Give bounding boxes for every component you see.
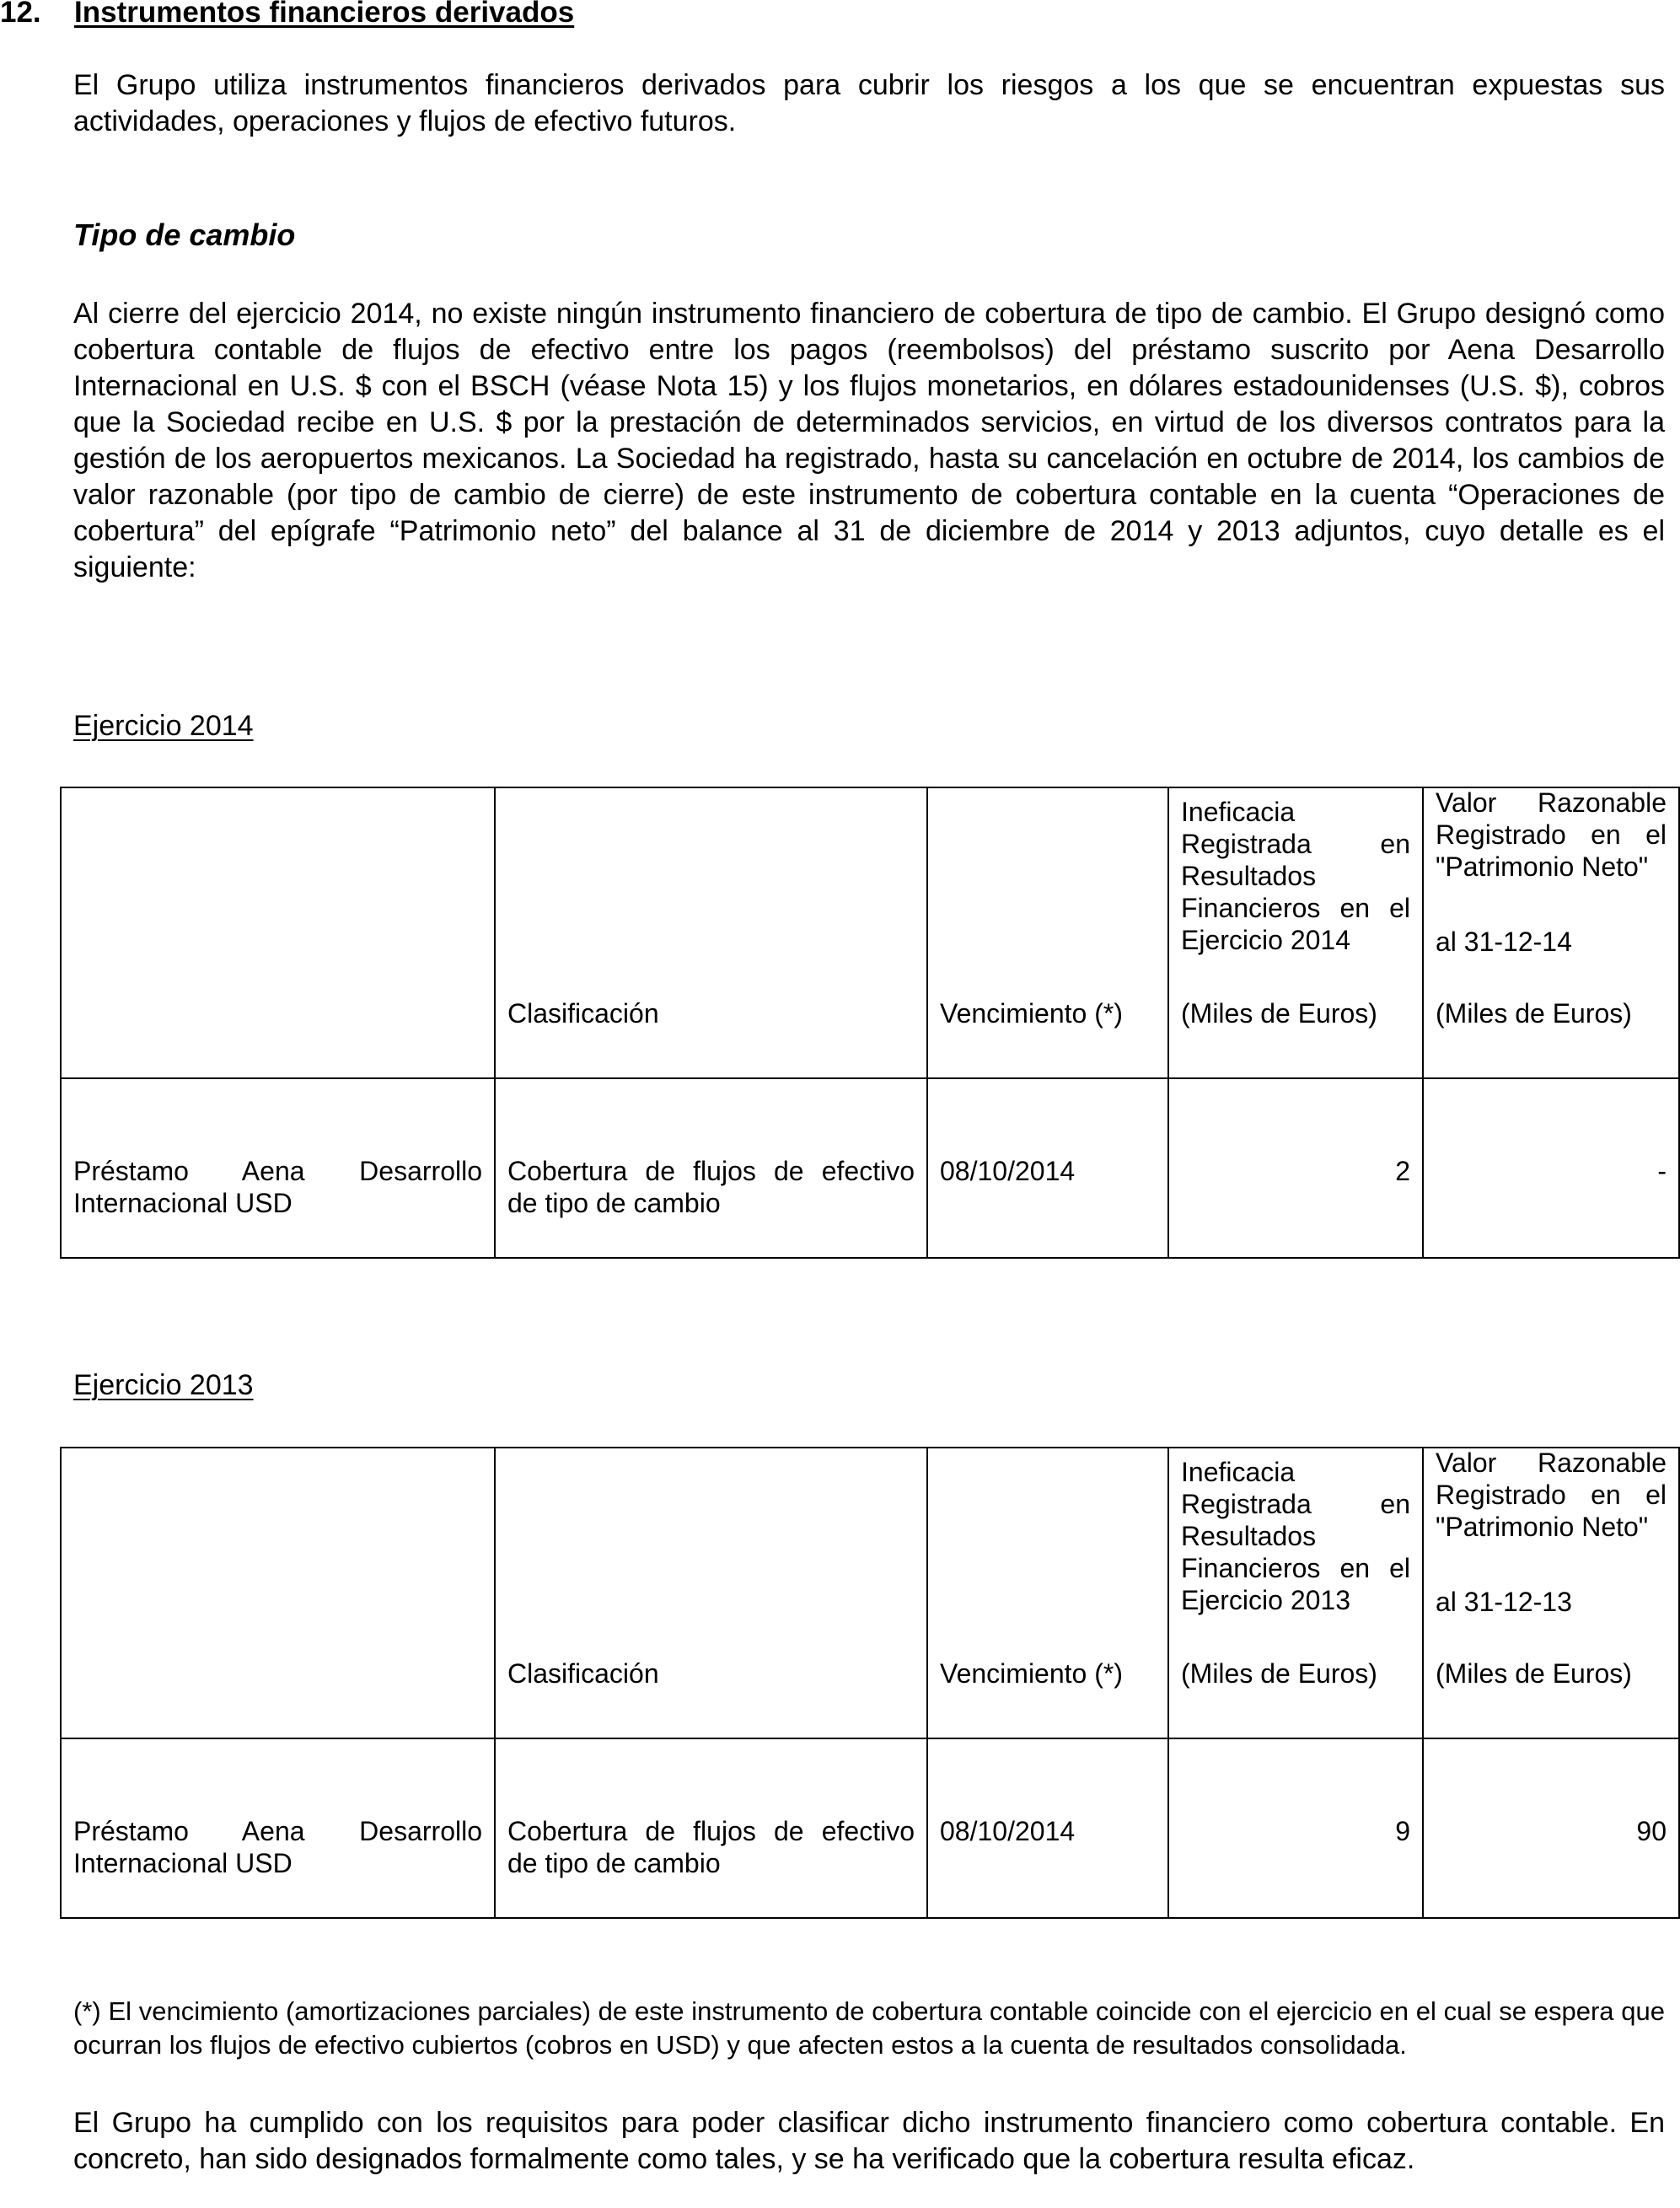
table-row (61, 1738, 1679, 1918)
header-vencimiento: Vencimiento (*) (940, 1658, 1123, 1689)
header-cell-clasificacion (495, 787, 927, 1078)
header-ineficacia-line: Resultados Financieros en el (1181, 1521, 1410, 1583)
header-clasificacion: Clasificación (507, 1658, 659, 1689)
header-ineficacia-line: Resultados Financieros en el (1181, 861, 1410, 923)
table-row (61, 1078, 1679, 1258)
clasificacion-line: Cobertura de flujos de efectivo (507, 1816, 915, 1846)
header-valor-line: "Patrimonio Neto" (1436, 852, 1649, 882)
header-cell-instrumento (61, 1448, 495, 1738)
instrumento-line: Préstamo Aena Desarrollo (73, 1156, 482, 1186)
header-ineficacia-line: Ineficacia Registrada en (1181, 1457, 1410, 1519)
cell-ineficacia (1168, 1078, 1423, 1258)
header-ineficacia (1181, 796, 1410, 956)
derivatives-table-2013 (60, 1447, 1680, 1919)
closing-paragraph: El Grupo ha cumplido con los requisitos para poder clasificar dicho instrumento financiero como cobertura contable. En concreto, han sido designados formalmente como tales, y se ha verificado que la cobertura resulta eficaz. (73, 2107, 1665, 2175)
header-cell-ineficacia (1168, 787, 1423, 1078)
header-cell-vencimiento (927, 1448, 1168, 1738)
section-heading (0, 0, 574, 29)
instrumento-line: Internacional USD (73, 1188, 293, 1218)
clasificacion-line: de tipo de cambio (507, 1188, 721, 1218)
instrumento-text (73, 1155, 482, 1219)
header-vencimiento: Vencimiento (*) (940, 998, 1123, 1029)
ineficacia-value: 9 (1395, 1816, 1410, 1846)
header-valor-date: al 31-12-13 (1436, 1587, 1572, 1617)
clasificacion-line: Cobertura de flujos de efectivo (507, 1156, 915, 1186)
vencimiento-value: 08/10/2014 (940, 1816, 1076, 1846)
footnote: (*) El vencimiento (amortizaciones parciales) de este instrumento de cobertura contable coincide con el ejercicio en el cual se espera que ocurran los flujos de efectivo cubiertos (cobros en USD) y que afecten estos a la cuenta de resultados consolidada. (73, 1996, 1665, 2060)
section-title: Instrumentos financieros derivados (74, 0, 575, 29)
header-ineficacia (1181, 1456, 1410, 1616)
header-valor-unit: (Miles de Euros) (1436, 1658, 1632, 1689)
header-valor (1436, 1447, 1667, 1543)
header-ineficacia-line: Ejercicio 2013 (1181, 1585, 1350, 1615)
header-cell-vencimiento (927, 787, 1168, 1078)
header-cell-valor (1423, 1448, 1679, 1738)
section-number: 12. (0, 0, 41, 29)
table-label-2013: Ejercicio 2013 (73, 1369, 254, 1401)
subsection-body: Al cierre del ejercicio 2014, no existe ningún instrumento financiero de cobertura de tipo de cambio. El Grupo designó como cobertura contable de flujos de efectivo entre los pagos (reembolsos) del préstamo suscrito por Aena Desarrollo Internacional en U.S. $ con el BSCH (véase Nota 15) y los flujos monetarios, en dólares estadounidenses (U.S. $), cobros que la Sociedad recibe en U.S. $ por la prestación de determinados servicios, en virtud de los diversos contratos para la gestión de los aeropuertos mexicanos. La Sociedad ha registrado, hasta su cancelación en octubre de 2014, los cambios de valor razonable (por tipo de cambio de cierre) de este instrumento de cobertura contable en la cuenta “Operaciones de cobertura” del epígrafe “Patrimonio neto” del balance al 31 de diciembre de 2014 y 2013 adjuntos, cuyo detalle es el siguiente: (73, 298, 1665, 583)
cell-instrumento (61, 1738, 495, 1918)
header-valor-date: al 31-12-14 (1436, 927, 1572, 957)
header-valor-unit: (Miles de Euros) (1436, 998, 1632, 1029)
cell-valor (1423, 1738, 1679, 1918)
table-header-row (61, 1448, 1679, 1738)
valor-value: 90 (1636, 1816, 1667, 1846)
valor-value: - (1657, 1156, 1667, 1186)
header-cell-clasificacion (495, 1448, 927, 1738)
header-valor-line: Valor Razonable Registrado en el (1436, 1448, 1667, 1510)
instrumento-text (73, 1815, 482, 1879)
header-ineficacia-line: Ineficacia Registrada en (1181, 797, 1410, 859)
cell-clasificacion (495, 1078, 927, 1258)
cell-clasificacion (495, 1738, 927, 1918)
clasificacion-text (507, 1815, 915, 1879)
derivatives-table-2014 (60, 787, 1680, 1259)
header-cell-valor (1423, 787, 1679, 1078)
header-ineficacia-line: Ejercicio 2014 (1181, 925, 1350, 955)
table-header-row (61, 787, 1679, 1078)
header-valor-line: Valor Razonable Registrado en el (1436, 787, 1667, 850)
header-clasificacion: Clasificación (507, 998, 659, 1029)
clasificacion-text (507, 1155, 915, 1219)
table-label-2014: Ejercicio 2014 (73, 710, 254, 742)
header-valor-line: "Patrimonio Neto" (1436, 1512, 1649, 1542)
cell-ineficacia (1168, 1738, 1423, 1918)
clasificacion-line: de tipo de cambio (507, 1848, 721, 1878)
cell-vencimiento (927, 1078, 1168, 1258)
cell-instrumento (61, 1078, 495, 1258)
cell-valor (1423, 1078, 1679, 1258)
instrumento-line: Internacional USD (73, 1848, 293, 1878)
subsection-title: Tipo de cambio (73, 218, 296, 252)
header-valor (1436, 787, 1667, 883)
ineficacia-value: 2 (1395, 1156, 1410, 1186)
header-ineficacia-unit: (Miles de Euros) (1181, 998, 1377, 1029)
header-cell-instrumento (61, 787, 495, 1078)
intro-paragraph: El Grupo utiliza instrumentos financieros derivados para cubrir los riesgos a los que se encuentran expuestas sus actividades, operaciones y flujos de efectivo futuros. (73, 69, 1665, 137)
instrumento-line: Préstamo Aena Desarrollo (73, 1816, 482, 1846)
header-cell-ineficacia (1168, 1448, 1423, 1738)
header-ineficacia-unit: (Miles de Euros) (1181, 1658, 1377, 1689)
vencimiento-value: 08/10/2014 (940, 1156, 1076, 1186)
cell-vencimiento (927, 1738, 1168, 1918)
